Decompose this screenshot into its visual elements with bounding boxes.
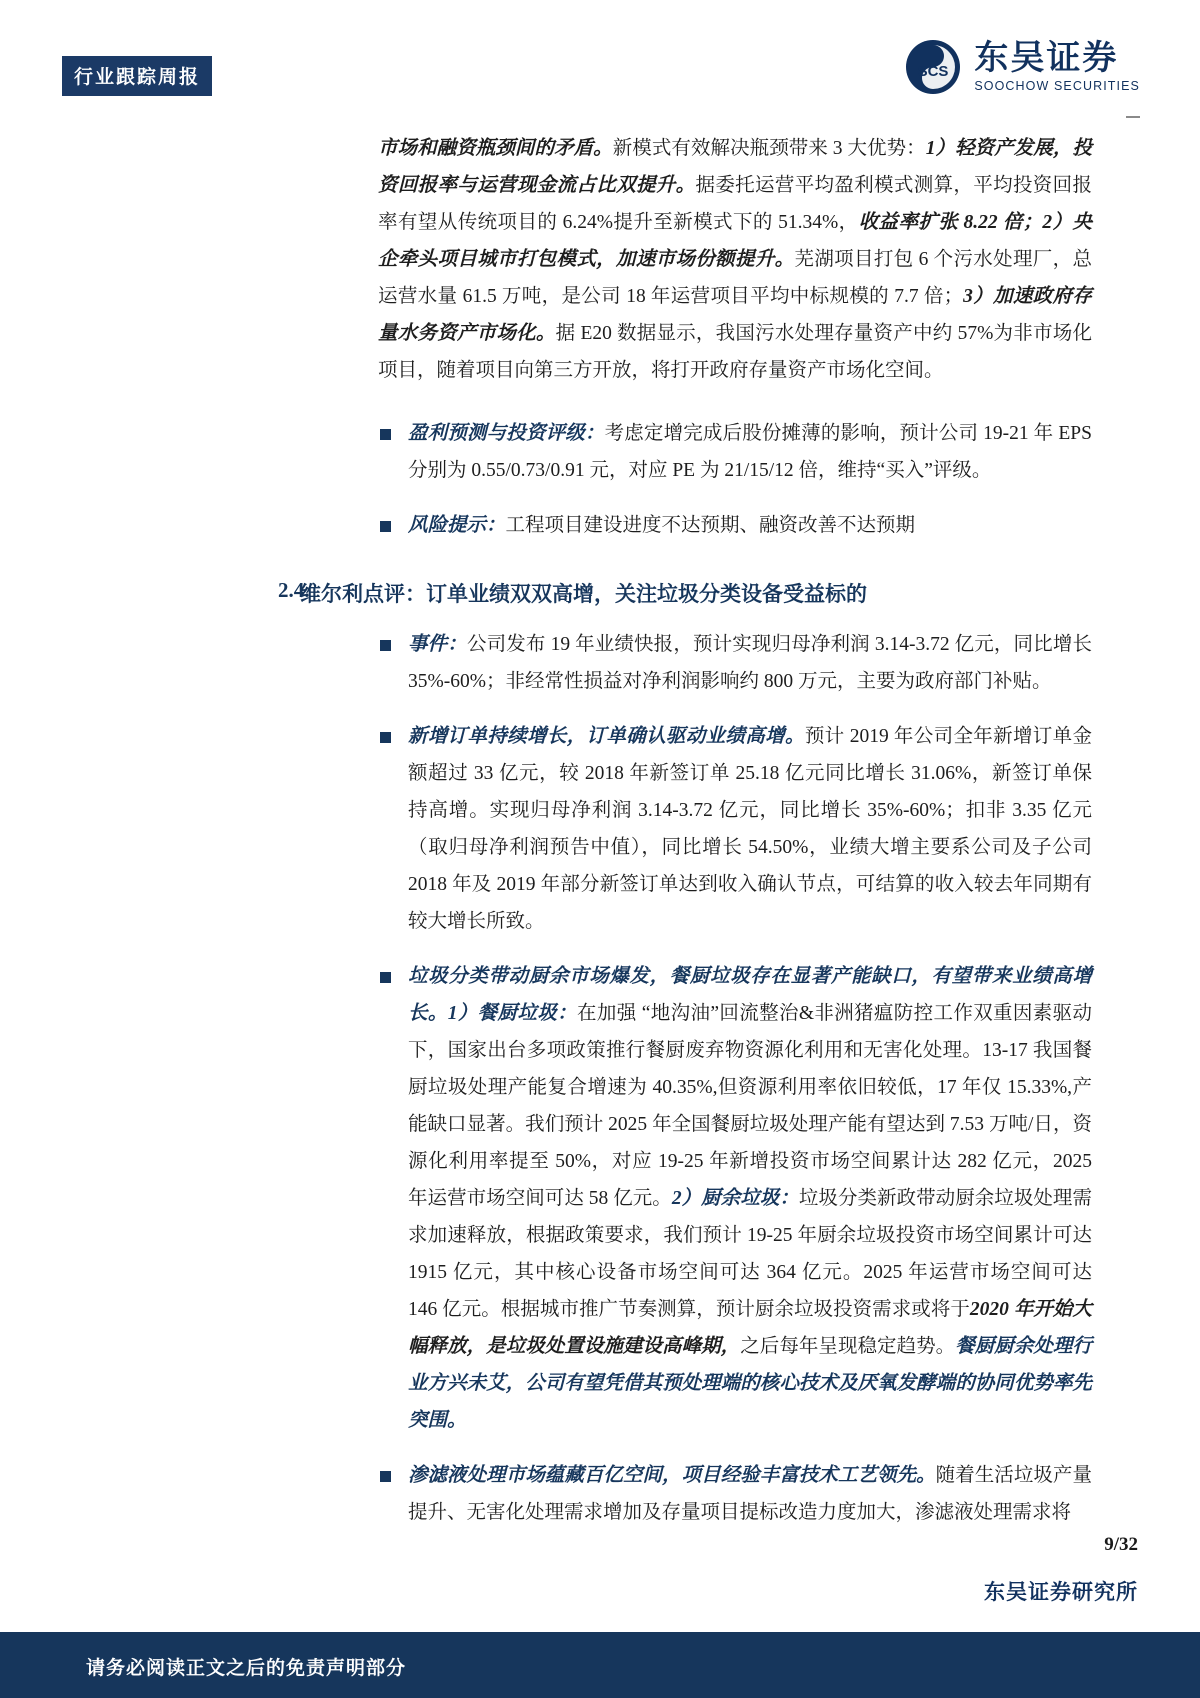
bullet-lead: 新增订单持续增长，订单确认驱动业绩高增。 — [408, 726, 805, 747]
logo-text — [974, 41, 1140, 93]
para1-seg1: 市场和融资瓶颈间的矛盾。 — [378, 138, 613, 159]
para1-seg9: 据 E20 数据显示，我国污水处理存量资产中约 57%为非市场化项目，随着项目向第三方开放，将打开政府存量资产市场化空间。 — [378, 323, 1092, 381]
square-bullet-icon — [380, 972, 391, 983]
bullet-text — [408, 507, 1092, 544]
footer-disclaimer-note: 请务必阅读正文之后的免责声明部分 — [86, 1658, 407, 1679]
square-bullet-icon — [380, 640, 391, 651]
bullet-body: 预计 2019 年公司全年新增订单金额超过 33 亿元，较 2018 年新签订单 25.18 亿元同比增长 31.06%，新签订单保持高增。实现归母净利润 3.14-3.72 亿元，同比增长 35%-60%；扣非 3.35 亿元（取归母净利润预告中值），同比增长 54.50%，业绩大增主要系公司及子公司 2018 年及 2019 年部分新签订单达到收入确认节点，可结算的收入较去年同期有较大增长所致。 — [408, 726, 1092, 932]
para1-seg8: 3）加速政府存量水务资产市场化。 — [378, 286, 1092, 344]
logo-english-name: SOOCHOW SECURITIES — [974, 78, 1140, 93]
para1-seg4: 据委托运营平均盈利模式测算，平均投资回报率有望从传统项目的 6.24%提升至新模式下的 51.34%， — [378, 175, 1092, 233]
bullet-item-earnings-forecast — [378, 415, 1092, 489]
bullet-text — [408, 718, 1092, 940]
bullet-text — [408, 626, 1092, 700]
bullet-lead: 事件： — [408, 634, 467, 655]
bullet-text — [408, 1457, 1092, 1531]
svg-text:SCS: SCS — [917, 63, 949, 80]
page-header — [0, 38, 1200, 118]
company-logo — [904, 38, 1140, 96]
bullet-text — [408, 958, 1092, 1439]
square-bullet-icon — [380, 521, 391, 532]
document-content — [0, 130, 1200, 1531]
sub-text-1: 在加强 “地沟油”回流整治&非洲猪瘟防控工作双重因素驱动下，国家出台多项政策推行餐厨废弃物资源化利用和无害化处理。13-17 我国餐厨垃圾处理产能复合增速为 40.35%,但资源利用率依旧较低，17 年仅 15.33%,产能缺口显著。我们预计 2025 年全国餐厨垃圾处理产能有望达到 7.53 万吨/日，资源化利用率提至 50%，对应 19-25 年新增投资市场空间累计达 282 亿元，2025 年运营市场空间可达 58 亿元。 — [408, 1003, 1092, 1209]
bullet-lead: 风险提示： — [408, 515, 506, 536]
square-bullet-icon — [380, 1471, 391, 1482]
para1-seg3: 1）轻资产发展，投资回报率与运营现金流占比双提升。 — [378, 138, 1092, 196]
logo-chinese-name: 东吴证券 — [974, 40, 1119, 78]
square-bullet-icon — [380, 732, 391, 743]
section-title: 维尔利点评：订单业绩双双高增，关注垃圾分类设备受益标的 — [300, 582, 867, 606]
bullet-lead: 渗滤液处理市场蕴藏百亿空间，项目经验丰富技术工艺领先。 — [408, 1465, 936, 1486]
para1-seg5: 收益率扩张 8.22 倍； — [858, 212, 1043, 233]
para1-seg7: 芜湖项目打包 6 个污水处理厂，总运营水量 61.5 万吨，是公司 18 年运营项目平均中标规模的 7.7 倍； — [378, 249, 1092, 307]
sub-label-2: 2）厨余垃圾： — [671, 1188, 799, 1209]
report-type-tag: 行业跟踪周报 — [62, 56, 212, 96]
sub-text-2: 垃圾分类新政带动厨余垃圾处理需求加速释放，根据政策要求，我们预计 19-25 年厨余垃圾投资市场空间累计可达 1915 亿元，其中核心设备市场空间可达 364 亿元。2025 年运营市场空间可达 146 亿元。根据城市推广节奏测算，预计厨余垃圾投资需求或将于 — [408, 1188, 1092, 1320]
bullet-item-new-orders — [378, 718, 1092, 940]
bullet-lead: 盈利预测与投资评级： — [408, 423, 605, 444]
bullet-text — [408, 415, 1092, 489]
para1-seg6: 2）央企牵头项目城市打包模式，加速市场份额提升。 — [378, 212, 1092, 270]
paragraph-intro — [378, 130, 1092, 389]
section-heading-2-4 — [278, 578, 1092, 608]
bullet-body: 考虑定增完成后股份摊薄的影响，预计公司 19-21 年 EPS 分别为 0.55/0.73/0.91 元，对应 PE 为 21/15/12 倍，维持“买入”评级。 — [408, 423, 1092, 481]
scs-logo-icon — [904, 38, 962, 96]
bullet-item-event — [378, 626, 1092, 700]
sub-bold-2: 2020 年开始大幅释放，是垃圾处置设施建设高峰期， — [408, 1299, 1092, 1357]
section-number: 2.4. — [278, 578, 310, 602]
sub-label-1: 1）餐厨垃圾： — [447, 1003, 577, 1024]
sub-bold-2b: 餐厨厨余处理行业方兴未艾，公司有望凭借其预处理端的核心技术及厌氧发酵端的协同优势率先突围。 — [408, 1336, 1092, 1431]
para1-seg2: 新模式有效解决瓶颈带来 3 大优势： — [612, 138, 926, 159]
bullet-item-risk-warning — [378, 507, 1092, 544]
sub-text-2b: 之后每年呈现稳定趋势。 — [740, 1336, 956, 1357]
bullet-lead: 垃圾分类带动厨余市场爆发，餐厨垃圾存在显著产能缺口，有望带来业绩高增长。 — [408, 966, 1092, 1024]
bullet-body: 工程项目建设进度不达预期、融资改善不达预期 — [505, 515, 916, 536]
footer-research-institute: 东吴证券研究所 — [984, 1580, 1138, 1604]
header-dash-mark — [1126, 116, 1140, 118]
bullet-body: 随着生活垃圾产量提升、无害化处理需求增加及存量项目提标改造力度加大，渗滤液处理需求将 — [408, 1465, 1092, 1523]
square-bullet-icon — [380, 429, 391, 440]
bullet-item-leachate — [378, 1457, 1092, 1531]
page-number: 9/32 — [1104, 1534, 1138, 1555]
bullet-body: 公司发布 19 年业绩快报，预计实现归母净利润 3.14-3.72 亿元，同比增长 35%-60%；非经常性损益对净利润影响约 800 万元，主要为政府部门补贴。 — [408, 634, 1092, 692]
bullet-item-waste-sorting — [378, 958, 1092, 1439]
